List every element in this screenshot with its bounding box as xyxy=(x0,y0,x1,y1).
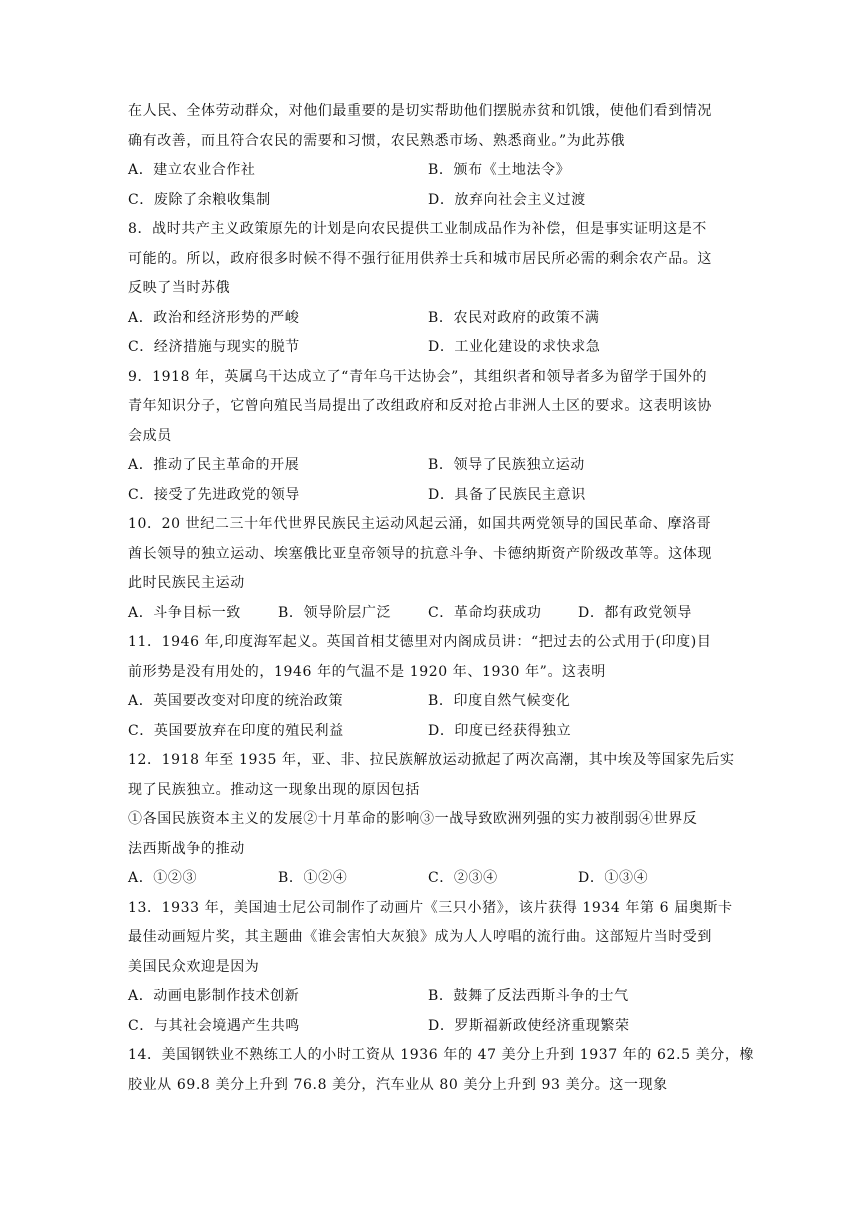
option-row xyxy=(128,481,738,511)
question-stem-line: 最佳动画短片奖，其主题曲《谁会害怕大灰狼》成为人人哼唱的流行曲。这部短片当时受到 xyxy=(128,929,712,945)
option-row xyxy=(128,864,738,894)
option-d: D．工业化建设的求快求急 xyxy=(428,339,601,355)
option-a: A．政治和经济形势的严峻 xyxy=(128,309,300,326)
option-c: C．革命均获成功 xyxy=(428,604,542,621)
question-stem-line: 前形势是没有用处的，1946 年的气温不是 1920 年、1930 年”。这表明 xyxy=(128,663,606,680)
option-a: A．斗争目标一致 xyxy=(128,604,241,621)
option-d: D．①③④ xyxy=(578,870,649,886)
option-b: B．农民对政府的政策不满 xyxy=(428,309,600,326)
option-c: C．英国要放弃在印度的殖民利益 xyxy=(128,722,344,739)
option-d: D．具备了民族民主意识 xyxy=(428,486,586,503)
option-row xyxy=(128,599,738,629)
question-stem-line: 美国民众欢迎是因为 xyxy=(128,958,260,975)
question-7-continued xyxy=(128,97,738,215)
exam-page xyxy=(128,97,755,1100)
question-stem-line: 胶业从 69.8 美分上升到 76.8 美分，汽车业从 80 美分上升到 93 美分。这一现象 xyxy=(128,1076,668,1093)
question-stem-line: 9．1918 年，英属乌干达成立了“青年乌干达协会”，其组织者和领导者多为留学于国外的 xyxy=(128,368,708,385)
option-d: D．都有政党领导 xyxy=(578,604,693,621)
option-d: D．罗斯福新政使经济重现繁荣 xyxy=(428,1017,630,1034)
question-stem-line: 可能的。所以，政府很多时候不得不强行征用供养士兵和城市居民所必需的剩余农产品。这 xyxy=(128,250,712,267)
option-b: B．印度自然气候变化 xyxy=(428,693,571,709)
question-stem-line: 会成员 xyxy=(128,427,172,444)
option-row xyxy=(128,982,738,1012)
question-9 xyxy=(128,363,738,511)
option-row xyxy=(128,717,738,747)
option-row xyxy=(128,333,738,363)
question-11 xyxy=(128,628,738,746)
option-c: C．与其社会境遇产生共鸣 xyxy=(128,1017,300,1034)
question-stem-line: 10．20 世纪二三十年代世界民族民主运动风起云涌，如国共两党领导的国民革命、摩洛哥 xyxy=(128,516,712,532)
question-stem-line: 8．战时共产主义政策原先的计划是向农民提供工业制成品作为补偿，但是事实证明这是不 xyxy=(128,221,707,237)
option-row xyxy=(128,156,738,186)
question-stem-line: 在人民、全体劳动群众，对他们最重要的是切实帮助他们摆脱赤贫和饥饿，使他们看到情况 xyxy=(128,103,712,119)
question-stem-line: 反映了当时苏俄 xyxy=(128,280,231,296)
question-stem-line: 确有改善，而且符合农民的需要和习惯，农民熟悉市场、熟悉商业。”为此苏俄 xyxy=(128,132,626,149)
option-d: D．印度已经获得独立 xyxy=(428,722,572,739)
question-10 xyxy=(128,510,738,628)
option-a: A．推动了民主革命的开展 xyxy=(128,457,300,473)
question-8 xyxy=(128,215,738,363)
option-a: A．动画电影制作技术创新 xyxy=(128,988,300,1004)
question-12 xyxy=(128,746,738,894)
option-b: B．①②④ xyxy=(278,870,348,886)
option-row xyxy=(128,451,738,481)
question-stem-line: 法西斯战争的推动 xyxy=(128,840,245,857)
option-c: C．②③④ xyxy=(428,870,498,886)
option-row xyxy=(128,687,738,717)
option-c: C．接受了先进政党的领导 xyxy=(128,486,300,503)
question-stem-line: 现了民族独立。推动这一现象出现的原因包括 xyxy=(128,781,420,798)
question-stem-line: 此时民族民主运动 xyxy=(128,575,245,591)
question-stem-line: 11．1946 年,印度海军起义。英国首相艾德里对内阁成员讲：“把过去的公式用于(印度)目 xyxy=(128,634,712,650)
option-b: B．颁布《土地法令》 xyxy=(428,162,571,178)
question-stem-line: 12．1918 年至 1935 年，亚、非、拉民族解放运动掀起了两次高潮，其中埃及等国家先后实 xyxy=(128,752,735,768)
option-b: B．领导阶层广泛 xyxy=(278,604,392,621)
option-c: C．经济措施与现实的脱节 xyxy=(128,339,300,355)
question-stem-line: 13．1933 年，美国迪士尼公司制作了动画片《三只小猪》，该片获得 1934 年第 6 届奥斯卡 xyxy=(128,899,733,916)
option-b: B．鼓舞了反法西斯斗争的士气 xyxy=(428,988,629,1004)
option-row xyxy=(128,186,738,216)
question-14 xyxy=(128,1041,755,1100)
option-row xyxy=(128,304,738,334)
option-a: A．英国要改变对印度的统治政策 xyxy=(128,693,344,709)
option-a: A．①②③ xyxy=(128,870,198,886)
question-13 xyxy=(128,894,738,1042)
option-c: C．废除了余粮收集制 xyxy=(128,191,271,208)
question-stem-line: 14．美国钢铁业不熟练工人的小时工资从 1936 年的 47 美分上升到 1937 年的 62.5 美分，橡 xyxy=(128,1047,755,1063)
question-stem-line: 酋长领导的独立运动、埃塞俄比亚皇帝领导的抗意斗争、卡德纳斯资产阶级改革等。这体现 xyxy=(128,545,712,562)
question-stem-line: ①各国民族资本主义的发展②十月革命的影响③一战导致欧洲列强的实力被削弱④世界反 xyxy=(128,811,698,827)
question-stem-line: 青年知识分子，它曾向殖民当局提出了改组政府和反对抢占非洲人土区的要求。这表明该协 xyxy=(128,398,712,414)
option-b: B．领导了民族独立运动 xyxy=(428,457,585,473)
option-row xyxy=(128,1012,738,1042)
option-d: D．放弃向社会主义过渡 xyxy=(428,191,586,208)
option-a: A．建立农业合作社 xyxy=(128,162,256,178)
